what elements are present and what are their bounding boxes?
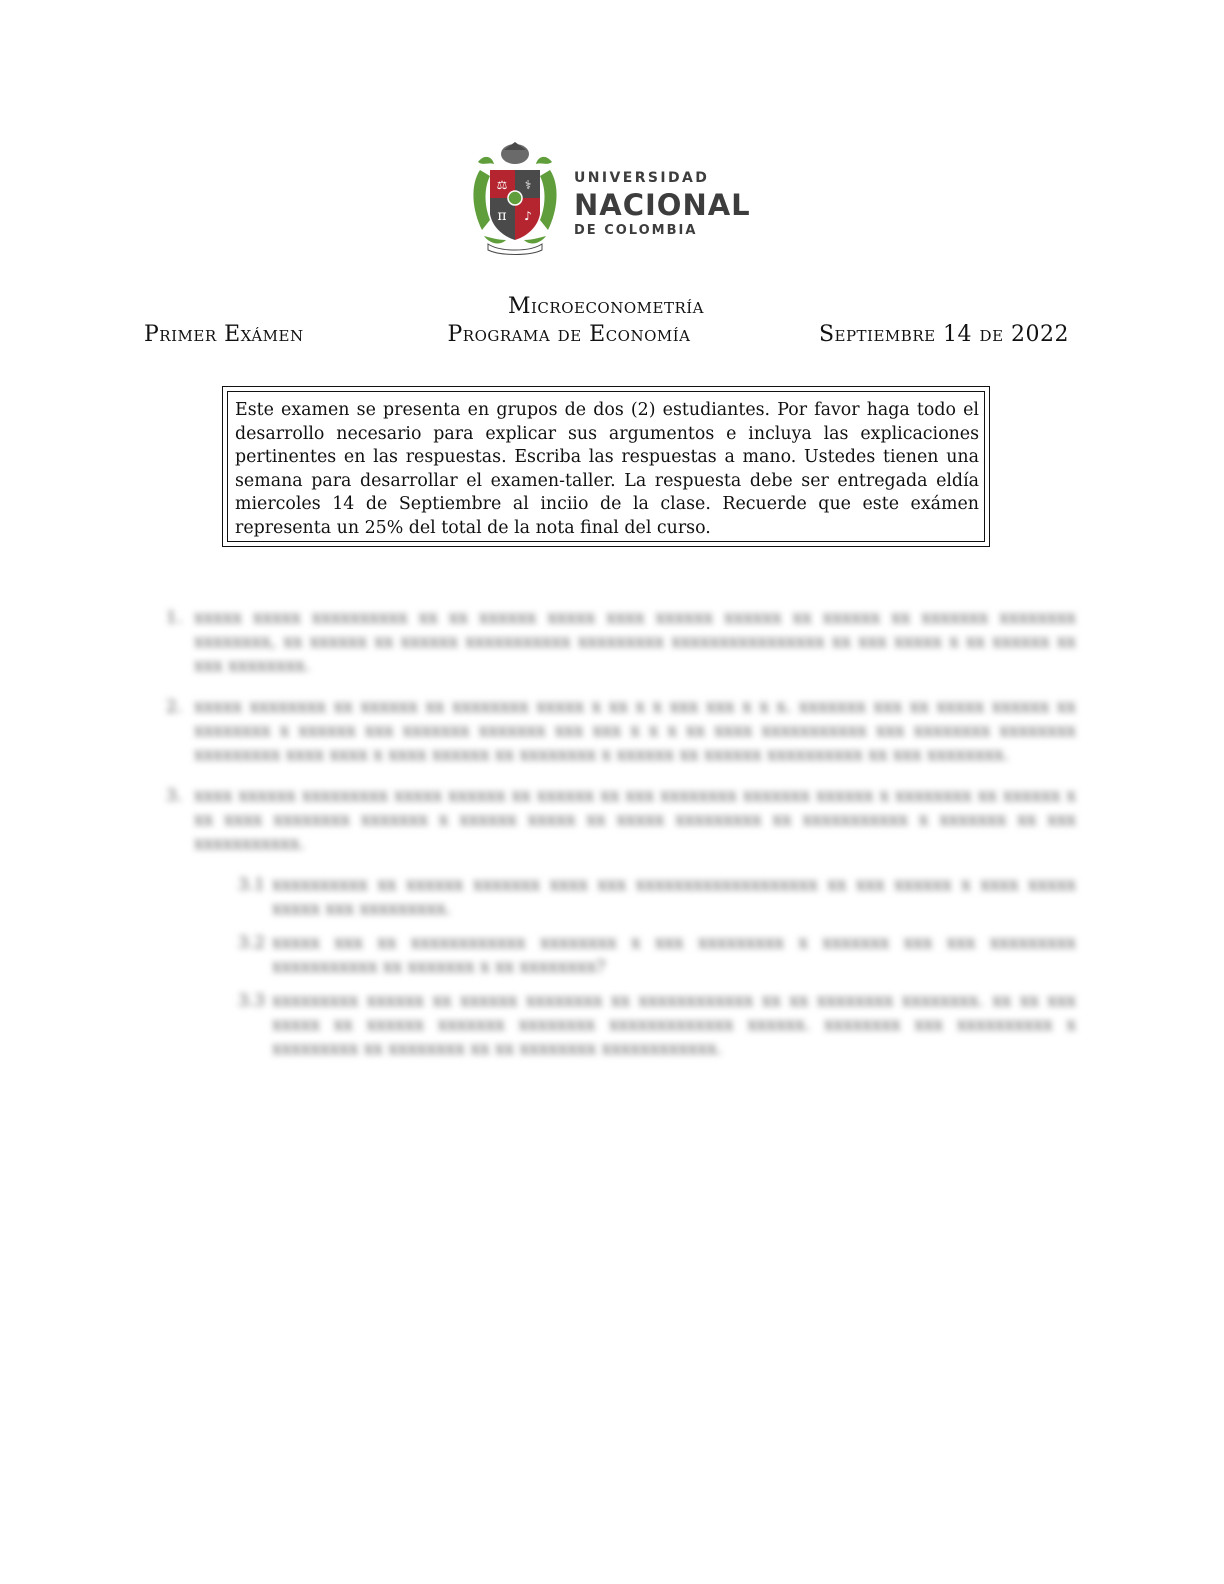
blurred-subquestion: 3.3 xxxxxxxxx xxxxxx xx xxxxxx xxxxxxxx xx xxxxxxxxxxxx xx xx xxxxxxxx xxxxxxxx. xx xx xxx xxxxx xx xxxxxx xxxxxxx xxxxxxxx xxxxxxxxxxxxx xxxxxx. xxxxxxxx xxx xxxxxxxxxx x xxxxxxxxx xx xxxxxxxx xx xx xxxxxxxx xxxxxxxxxxxx. [238,991,1076,1059]
svg-text:♪: ♪ [524,209,532,223]
svg-text:π: π [497,208,507,224]
logo-line-nacional: NACIONAL [574,188,751,222]
exam-date: Septiembre 14 de 2022 [818,322,1069,347]
logo-line-de-colombia: DE COLOMBIA [574,223,698,238]
course-title: Microeconometría [507,294,705,319]
program-title: Programa de Economía [447,322,691,347]
university-name [574,170,751,238]
blurred-questions [166,606,1076,1078]
blurred-question: 1. xxxxx xxxxx xxxxxxxxxx xx xx xxxxxx xxxxx xxxx xxxxxx xxxxxx xx xxxxxx xx xxxxxxx xxxxxxxx xxxxxxxx, xx xxxxxx xx xxxxxx xxxxxxxxxxx xxxxxxxxx xxxxxxxxxxxxxxxx xx xxx xxxxx x xx xxxxxx xx xxx xxxxxxxx. [166,608,1076,676]
instructions-box [222,386,990,547]
logo-line-universidad: UNIVERSIDAD [574,170,710,186]
university-logo [470,140,751,258]
university-crest-icon [470,140,560,258]
blurred-subquestion: 3.2 xxxxx xxx xx xxxxxxxxxxxx xxxxxxxx x xxx xxxxxxxxx x xxxxxxx xxx xxx xxxxxxxxx xxxxxxxxxxx xx xxxxxxx x xx xxxxxxxx? [238,933,1076,977]
svg-text:⚕: ⚕ [524,178,532,192]
instructions-text: Este examen se presenta en grupos de dos (2) estudiantes. Por favor haga todo el desarrollo necesario para explicar sus argumentos e incluya las explicaciones pertinentes en las respuestas. Escriba las respuestas a mano. Ustedes tienen una semana para desarrollar el examen-taller. La respuesta debe ser entregada eldía miercoles 14 de Septiembre al inciio de la clase. Recuerde que este exámen representa un 25% del total de la nota final del curso. [227,391,985,542]
svg-text:⚖: ⚖ [496,178,508,192]
blurred-question: 3. xxxx xxxxxx xxxxxxxxx xxxxx xxxxxx xx xxxxxx xx xxx xxxxxxxx xxxxxxx xxxxxx x xxxxxxxx xx xxxxxx x xx xxxx xxxxxxxx xxxxxxx x xxxxxx xxxxx xx xxxxx xxxxxxxxx xx xxxxxxxxxxx x xxxxxxx xx xxx xxxxxxxxxxx. 3.1 xxxxxxxxxx xx xxxxxx xxxxxxx xxxx xxx xxxxxxxxxxxxxxxxxxx xx xxx xxxxxx x xxxx xxxxx xxxxx xxx xxxxxxxxx. 3.2 xxxxx xxx xx xxxxxxxxxxxx xxxxxxxx x xxx xxxxxxxxx x xxxxxxx xxx xxx xxxxxxxxx xxxxxxxxxxx xx xxxxxxx x xx xxxxxxxx? 3.3 xxxxxxxxx xxxxxx xx xxxxxx xxxxxxxx xx xxxxxxxxxxxx xx xx xxxxxxxx xxxxxxxx. xx xx xxx xxxxx xx xxxxxx xxxxxxx xxxxxxxx xxxxxxxxxxxxx xxxxxx. xxxxxxxx xxx xxxxxxxxxx x xxxxxxxxx xx xxxxxxxx xx xx xxxxxxxx xxxxxxxxxxxx. [166,786,1076,1059]
blurred-question: 2. xxxxx xxxxxxxx xx xxxxxx xx xxxxxxxx xxxxx x xx x x xxx xxx x x x. xxxxxxx xxx xx xxxxx xxxxxx xx xxxxxxxx x xxxxxx xxx xxxxxxx xxxxxxx xxx xxx x x x xx xxxx xxxxxxxxxxx xxx xxxxxxxx xxxxxxxx xxxxxxxxx xxxx xxxx x xxxx xxxxxx xx xxxxxxxx x xxxxxx xx xxxxxx xxxxxxxxxx xx xxx xxxxxxxx. [166,697,1076,765]
exam-title: Primer Exámen [144,322,304,347]
blurred-subquestion: 3.1 xxxxxxxxxx xx xxxxxx xxxxxxx xxxx xxx xxxxxxxxxxxxxxxxxxx xx xxx xxxxxx x xxxx xxxxx xxxxx xxx xxxxxxxxx. [238,875,1076,919]
